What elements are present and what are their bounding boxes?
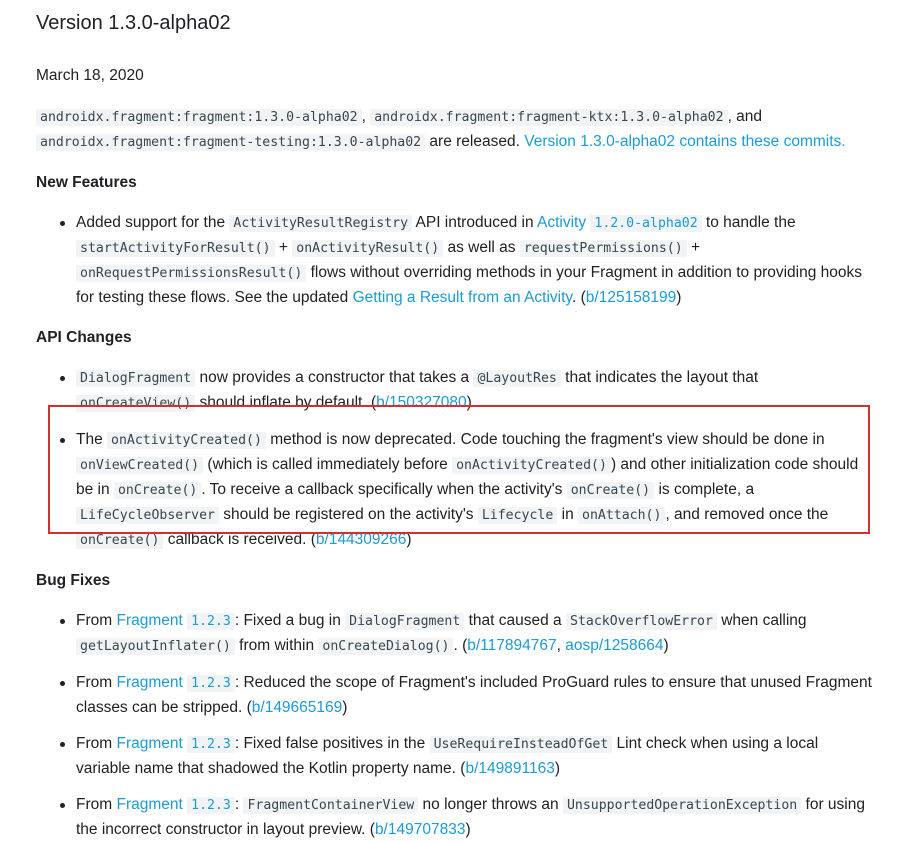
text-span: as well as xyxy=(447,239,516,256)
inline-code: DialogFragment xyxy=(345,613,464,630)
inline-code: onActivityCreated() xyxy=(452,457,611,474)
artifact-code: androidx.fragment:fragment-testing:1.3.0-alpha02 xyxy=(36,134,425,151)
inline-code: onCreate() xyxy=(114,482,201,499)
list-item xyxy=(76,732,876,781)
text-span: now provides a constructor that takes a xyxy=(199,369,470,386)
inline-code: 1.2.3 xyxy=(187,613,235,630)
inline-code: DialogFragment xyxy=(76,370,195,387)
bug-fixes-list xyxy=(36,609,919,842)
text-span: , and removed once the xyxy=(665,506,829,523)
inline-code: onRequestPermissionsResult() xyxy=(76,265,306,282)
text-span: ) xyxy=(406,531,412,548)
inline-code: ActivityResultRegistry xyxy=(229,215,412,232)
text-span: ) xyxy=(676,289,682,306)
list-item xyxy=(76,609,876,659)
inline-code: @LayoutRes xyxy=(473,370,560,387)
text-span: that caused a xyxy=(468,612,562,629)
page-title: Version 1.3.0-alpha02 xyxy=(36,12,231,34)
text-span: From xyxy=(76,674,113,691)
inline-code: FragmentContainerView xyxy=(243,797,418,814)
text-span: : xyxy=(234,796,240,813)
text-span: method is now deprecated. Code touching the fragment's view should be done in xyxy=(270,431,825,448)
text-span: : Fixed false positives in the xyxy=(234,735,426,752)
text-span: API introduced in xyxy=(415,214,534,231)
text-span: for using the incorrect constructor in layout preview. ( xyxy=(76,796,865,838)
inline-code: onViewCreated() xyxy=(76,457,203,474)
new-features-list xyxy=(36,211,919,310)
inline-code: Lifecycle xyxy=(478,507,557,524)
text-span: (which is called immediately before xyxy=(207,456,448,473)
text-span: should inflate by default. ( xyxy=(199,394,377,411)
inline-code: 1.2.3 xyxy=(187,736,235,753)
text-span: ) xyxy=(465,821,471,838)
new-features-heading: New Features xyxy=(36,174,137,191)
text-span: are released. xyxy=(429,133,520,150)
activity-link[interactable] xyxy=(537,214,702,231)
text-span: , and xyxy=(727,108,763,125)
fragment-link[interactable] xyxy=(116,796,234,813)
fragment-link[interactable] xyxy=(116,612,234,629)
text-span: that indicates the layout that xyxy=(565,369,759,386)
list-item xyxy=(76,793,876,842)
text-span: in xyxy=(561,506,574,523)
inline-code: 1.2.3 xyxy=(187,797,235,814)
bug-link[interactable]: b/149665169 xyxy=(251,699,343,716)
api-changes-heading: API Changes xyxy=(36,329,132,346)
aosp-link[interactable]: aosp/1258664 xyxy=(565,637,664,654)
bug-fixes-heading: Bug Fixes xyxy=(36,572,111,589)
inline-code: UnsupportedOperationException xyxy=(563,797,801,814)
text-span: Fragment xyxy=(116,796,183,813)
text-span: : Fixed a bug in xyxy=(234,612,341,629)
inline-code: onCreate() xyxy=(567,482,654,499)
inline-code: startActivityForResult() xyxy=(76,240,275,257)
text-span: Fragment xyxy=(116,735,183,752)
text-span: , xyxy=(361,108,366,125)
inline-code: getLayoutInflater() xyxy=(76,638,235,655)
text-span: no longer throws an xyxy=(422,796,559,813)
text-span: , xyxy=(556,637,561,654)
text-span: is complete, a xyxy=(658,481,755,498)
text-span: ) xyxy=(554,760,560,777)
inline-code: onActivityCreated() xyxy=(107,432,266,449)
text-span: to handle the xyxy=(705,214,796,231)
bug-link[interactable]: b/144309266 xyxy=(315,531,407,548)
text-span: ) xyxy=(466,394,472,411)
highlight-box xyxy=(48,405,870,534)
text-span: + xyxy=(690,239,701,256)
text-span: . ( xyxy=(572,289,586,306)
bug-link[interactable]: b/149707833 xyxy=(374,821,466,838)
text-span: The xyxy=(76,431,103,448)
text-span: From xyxy=(76,796,113,813)
inline-code: StackOverflowError xyxy=(566,613,717,630)
text-span: From xyxy=(76,735,113,752)
bug-link[interactable]: b/125158199 xyxy=(585,289,677,306)
text-span: ) xyxy=(663,637,669,654)
text-span: . To receive a callback specifically when the activity's xyxy=(201,481,563,498)
text-span: From xyxy=(76,612,113,629)
artifact-code: androidx.fragment:fragment:1.3.0-alpha02 xyxy=(36,109,362,126)
inline-code: requestPermissions() xyxy=(520,240,687,257)
text-span: Lint check when using a local variable name that shadowed the Kotlin property name. ( xyxy=(76,735,819,777)
fragment-link[interactable] xyxy=(116,674,234,691)
inline-code: onCreateView() xyxy=(76,395,195,412)
text-span: flows without overriding methods in your Fragment in addition to providing hooks for testing these flows. See the updated xyxy=(76,264,863,306)
list-item xyxy=(76,671,876,720)
bug-link[interactable]: b/149891163 xyxy=(465,760,555,777)
inline-code: onCreateDialog() xyxy=(318,638,453,655)
text-span: Activity xyxy=(537,214,587,231)
release-date: March 18, 2020 xyxy=(36,67,144,84)
inline-code: 1.2.0-alpha02 xyxy=(590,215,701,232)
list-item xyxy=(76,211,876,310)
commits-link[interactable]: Version 1.3.0-alpha02 contains these commits. xyxy=(524,133,846,150)
text-span: Fragment xyxy=(116,674,183,691)
text-span: should be registered on the activity's xyxy=(223,506,474,523)
text-span: ) xyxy=(342,699,348,716)
artifact-code: androidx.fragment:fragment-ktx:1.3.0-alpha02 xyxy=(370,109,727,126)
bug-link[interactable]: b/117894767 xyxy=(467,637,557,654)
fragment-link[interactable] xyxy=(116,735,234,752)
text-span: Fragment xyxy=(116,612,183,629)
text-span: . ( xyxy=(453,637,468,654)
artifacts-paragraph xyxy=(36,105,906,155)
inline-code: UseRequireInsteadOfGet xyxy=(430,736,613,753)
inline-code: onCreate() xyxy=(76,532,163,549)
getting-result-link[interactable]: Getting a Result from an Activity xyxy=(352,289,572,306)
text-span: Added support for the xyxy=(76,214,226,231)
inline-code: onActivityResult() xyxy=(292,240,443,257)
inline-code: onAttach() xyxy=(578,507,665,524)
bug-link[interactable]: b/150327080 xyxy=(376,394,467,411)
text-span: from within xyxy=(239,637,315,654)
text-span: + xyxy=(278,239,288,256)
text-span: when calling xyxy=(721,612,807,629)
text-span: ) and other initialization code should be in xyxy=(76,456,859,498)
text-span: callback is received. ( xyxy=(167,531,316,548)
inline-code: 1.2.3 xyxy=(187,675,235,692)
text-span: : Reduced the scope of Fragment's included ProGuard rules to ensure that unused Fragment classes can be stripped. ( xyxy=(76,674,872,716)
inline-code: LifeCycleObserver xyxy=(76,507,219,524)
